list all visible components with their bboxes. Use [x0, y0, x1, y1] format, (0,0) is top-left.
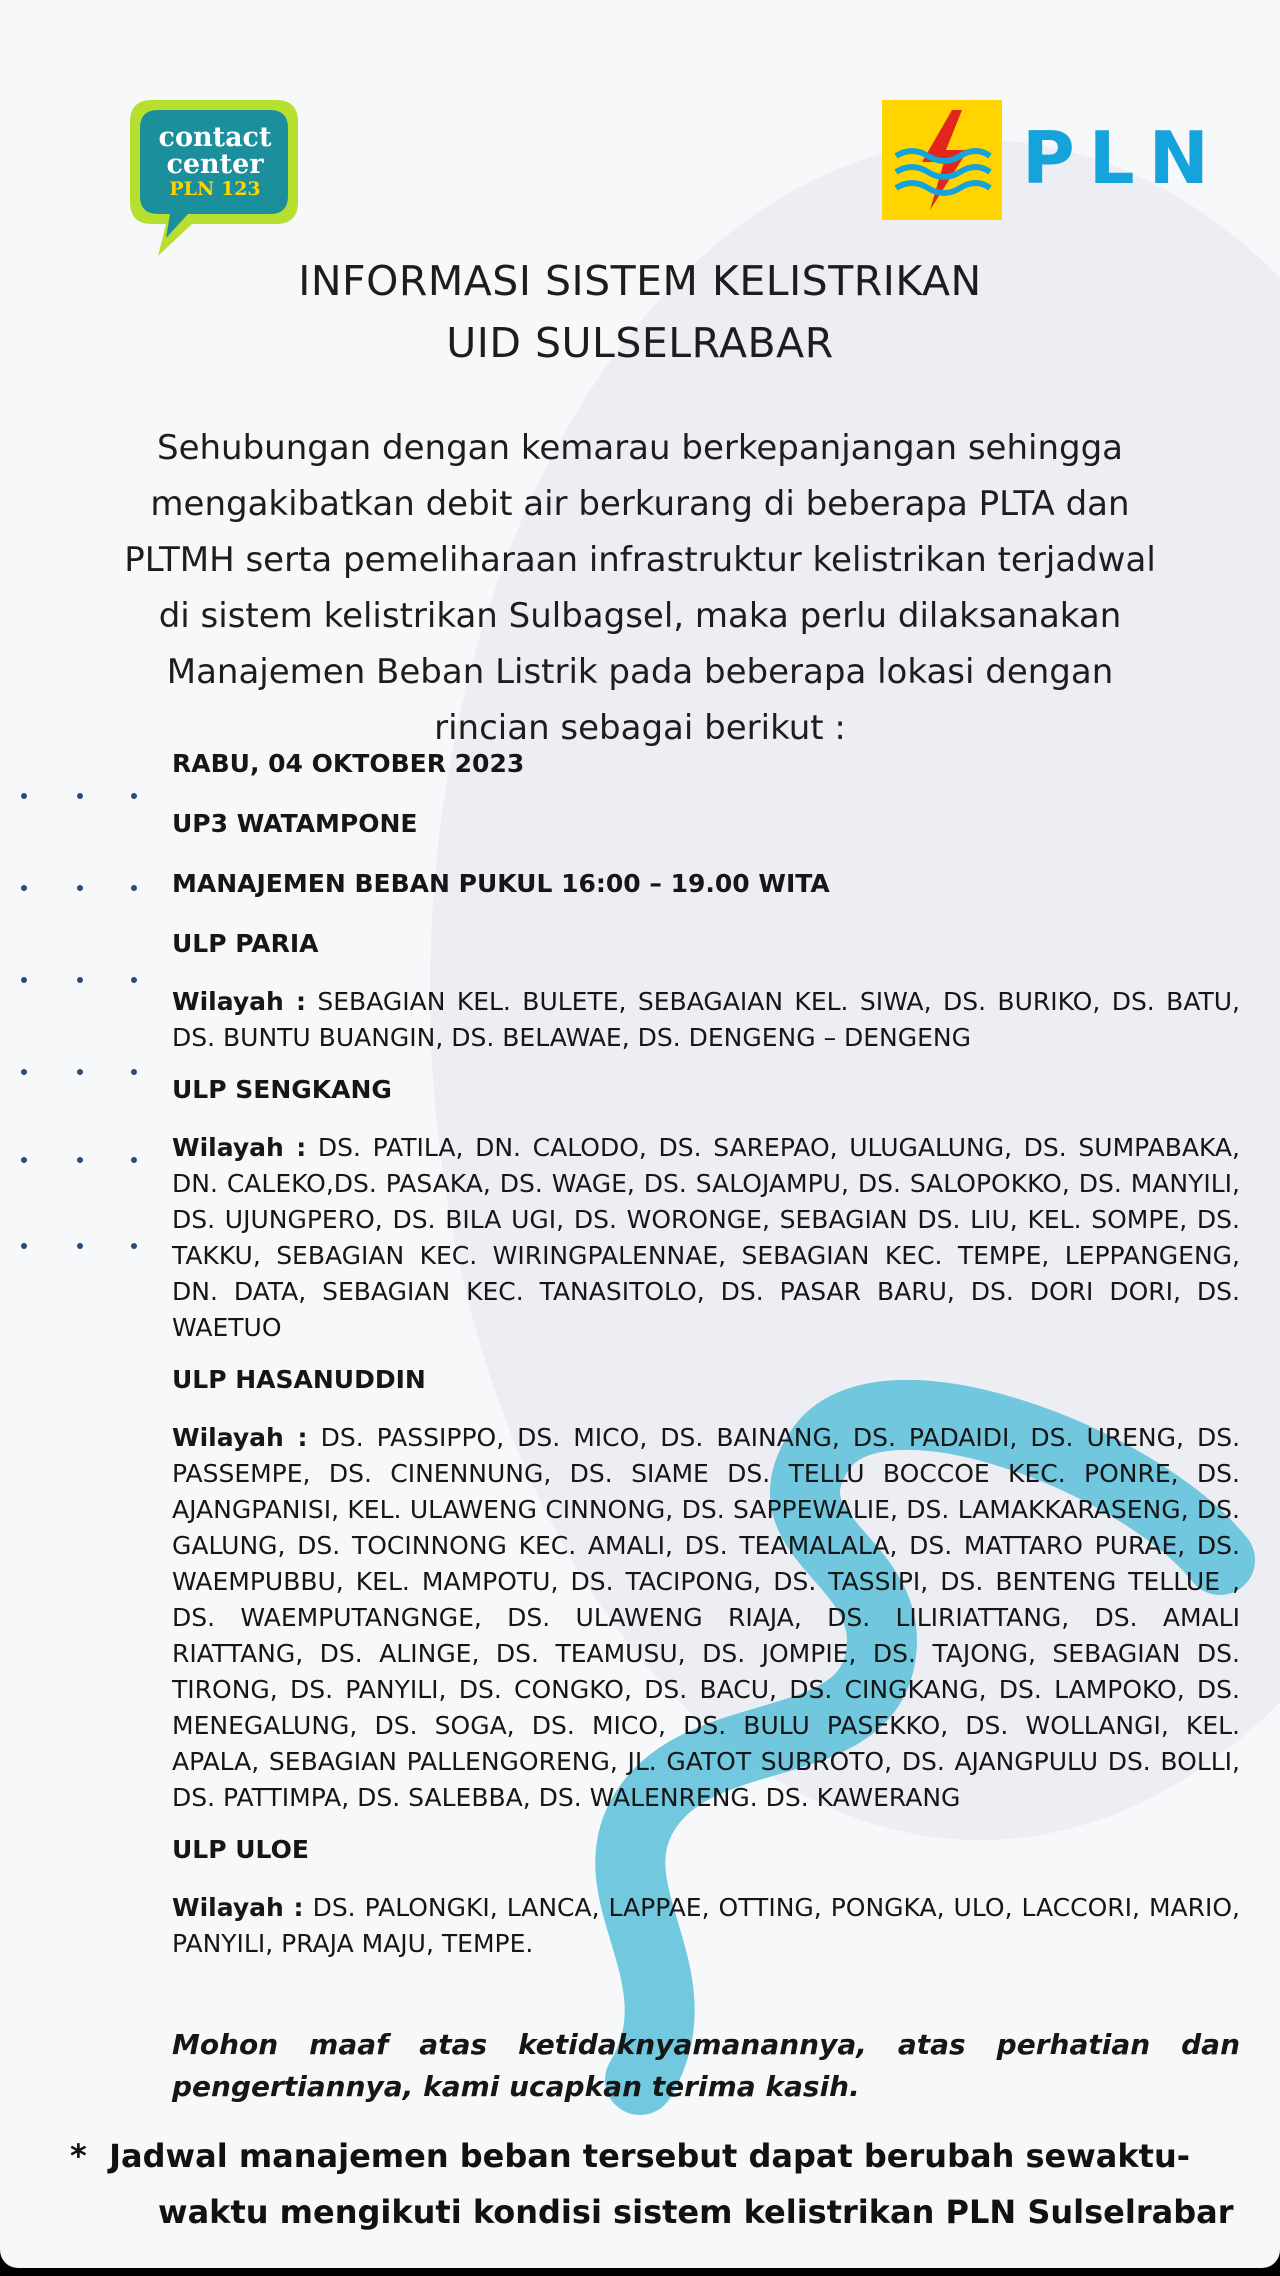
footnote-star: *	[70, 2137, 87, 2175]
footnote-line2: waktu mengikuti kondisi sistem kelistrikan PLN Sulselrabar	[158, 2193, 1234, 2231]
dot-decoration	[0, 0, 160, 1300]
wilayah-label: Wilayah :	[172, 987, 306, 1016]
schedule-unit: UP3 WATAMPONE	[172, 809, 418, 838]
schedule-section	[172, 744, 1240, 1976]
wilayah-list: DS. PATILA, DN. CALODO, DS. SAREPAO, ULUGALUNG, DS. SUMPABAKA, DN. CALEKO,DS. PASAKA, DS. WAGE, DS. SALOJAMPU, DS. SALOPOKKO, DS. MANYILI, DS. UJUNGPERO, DS. BILA UGI, DS. WORONGE, SEBAGIAN DS. LIU, KEL. SOMPE, DS. TAKKU, SEBAGIAN KEC. WIRINGPALENNAE, SEBAGIAN KEC. TEMPE, LEPPANGENG, DN. DATA, SEBAGIAN KEC. TANASITOLO, DS. PASAR BARU, DS. DORI DORI, DS. WAETUO	[172, 1133, 1240, 1342]
wilayah-uloe	[172, 1890, 1240, 1962]
footnote	[70, 2128, 1250, 2240]
pln-emblem	[882, 100, 1002, 220]
intro-line: di sistem kelistrikan Sulbagsel, maka perlu dilaksanakan	[158, 596, 1122, 636]
ulp-name: ULP ULOE	[172, 1835, 309, 1864]
pln-wordmark: PLN	[1022, 116, 1223, 200]
ulp-name: ULP SENGKANG	[172, 1075, 392, 1104]
wilayah-list: SEBAGIAN KEL. BULETE, SEBAGAIAN KEL. SIWA, DS. BURIKO, DS. BATU, DS. BUNTU BUANGIN, DS. BELAWAE, DS. DENGENG – DENGENG	[172, 987, 1240, 1052]
wilayah-label: Wilayah :	[172, 1423, 308, 1452]
wilayah-sengkang	[172, 1130, 1240, 1346]
ulp-name: ULP PARIA	[172, 929, 319, 958]
wilayah-label: Wilayah :	[172, 1893, 304, 1922]
intro-line: rincian sebagai berikut :	[434, 708, 846, 748]
wilayah-hasanuddin	[172, 1420, 1240, 1816]
ulp-name: ULP HASANUDDIN	[172, 1365, 426, 1394]
intro-line: Manajemen Beban Listrik pada beberapa lokasi dengan	[166, 652, 1114, 692]
footnote-line1: Jadwal manajemen beban tersebut dapat berubah sewaktu-	[109, 2137, 1191, 2175]
wilayah-list: DS. PASSIPPO, DS. MICO, DS. BAINANG, DS. PADAIDI, DS. URENG, DS. PASSEMPE, DS. CINENNUNG, DS. SIAME DS. TELLU BOCCOE KEC. PONRE, DS. AJANGPANISI, KEL. ULAWENG CINNONG, DS. SAPPEWALIE, DS. LAMAKKARASENG, DS. GALUNG, DS. TOCINNONG KEC. AMALI, DS. TEAMALALA, DS. MATTARO PURAE, DS. WAEMPUBBU, KEL. MAMPOTU, DS. TACIPONG, DS. TASSIPI, DS. BENTENG TELLUE , DS. WAEMPUTANGNGE, DS. ULAWENG RIAJA, DS. LILIRIATTANG, DS. AMALI RIATTANG, DS. ALINGE, DS. TEAMUSU, DS. JOMPIE, DS. TAJONG, SEBAGIAN DS. TIRONG, DS. PANYILI, DS. CONGKO, DS. BACU, DS. CINGKANG, DS. LAMPOKO, DS. MENEGALUNG, DS. SOGA, DS. MICO, DS. BULU PASEKKO, DS. WOLLANGI, KEL. APALA, SEBAGIAN PALLENGORENG, JL. GATOT SUBROTO, DS. AJANGPULU DS. BOLLI, DS. PATTIMPA, DS. SALEBBA, DS. WALENRENG. DS. KAWERANG	[172, 1423, 1241, 1812]
closing-message: Mohon maaf atas ketidaknyamanannya, atas perhatian dan pengertiannya, kami ucapkan terima kasih.	[172, 2028, 1240, 2103]
cc-line2: center	[166, 149, 264, 180]
cc-line1: contact	[158, 122, 272, 153]
intro-line: PLTMH serta pemeliharaan infrastruktur kelistrikan terjadwal	[124, 540, 1156, 580]
cc-line3: PLN 123	[169, 178, 261, 200]
schedule-time: MANAJEMEN BEBAN PUKUL 16:00 – 19.00 WITA	[172, 869, 830, 898]
wilayah-list: DS. PALONGKI, LANCA, LAPPAE, OTTING, PONGKA, ULO, LACCORI, MARIO, PANYILI, PRAJA MAJU, TEMPE.	[172, 1893, 1241, 1958]
title-line2: UID SULSELRABAR	[446, 319, 834, 367]
wilayah-paria	[172, 984, 1240, 1056]
schedule-date: RABU, 04 OKTOBER 2023	[172, 749, 525, 778]
intro-line: mengakibatkan debit air berkurang di beberapa PLTA dan	[150, 484, 1130, 524]
wilayah-label: Wilayah :	[172, 1133, 307, 1162]
intro-line: Sehubungan dengan kemarau berkepanjangan sehingga	[156, 428, 1123, 468]
lightning-icon	[882, 100, 1002, 220]
intro-paragraph	[120, 420, 1160, 756]
pln-logo	[882, 100, 1222, 224]
title-line1: INFORMASI SISTEM KELISTRIKAN	[298, 257, 982, 305]
contact-center-text	[140, 124, 290, 200]
page-title	[0, 250, 1280, 374]
